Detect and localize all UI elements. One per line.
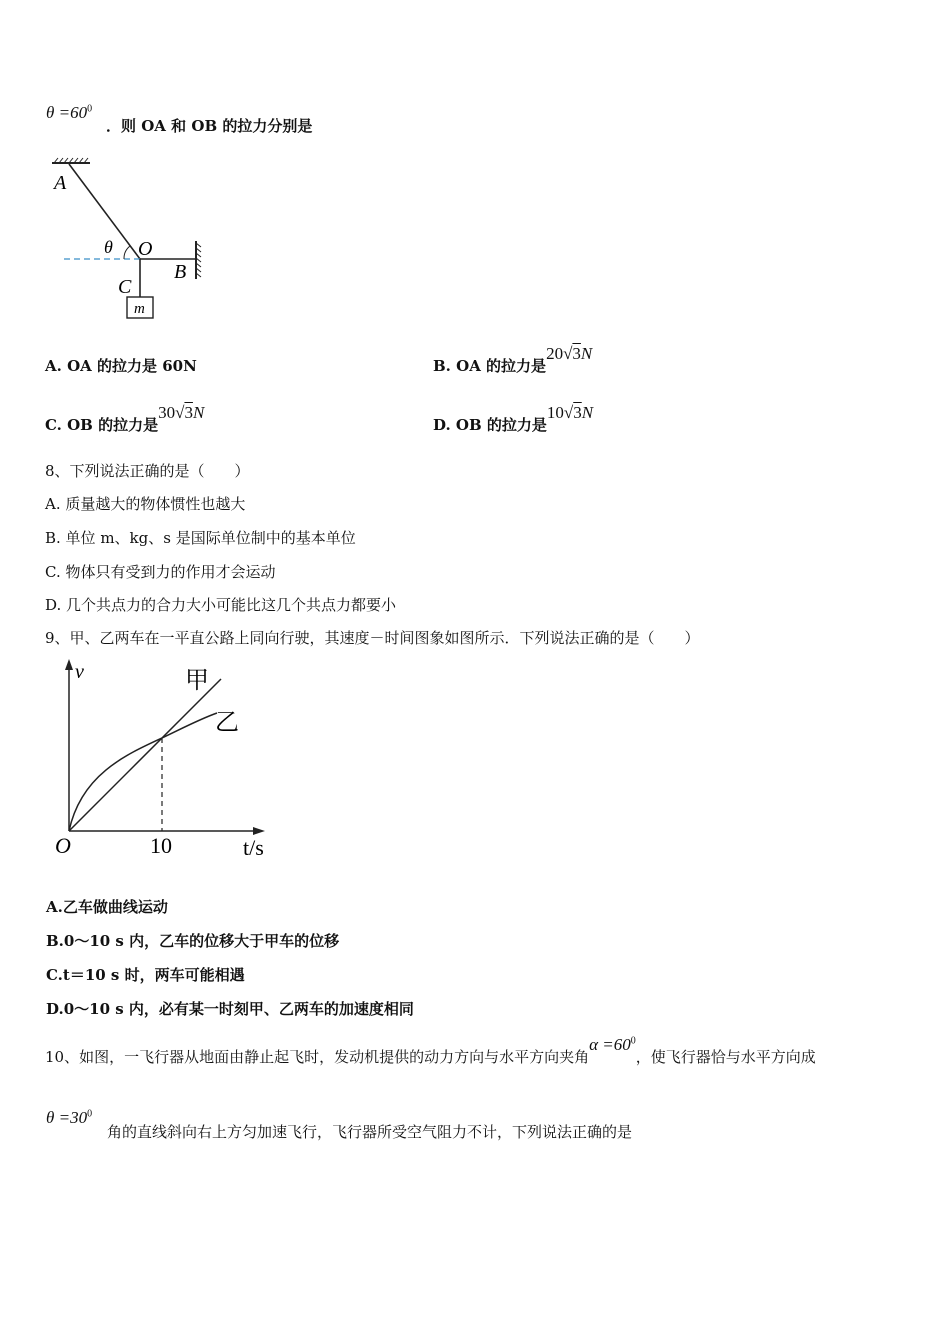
q7-option-d: D. OB 的拉力是10√3N: [433, 403, 594, 434]
q8-stem: 8、下列说法正确的是（ ）: [45, 462, 250, 480]
q9-stem: 9、甲、乙两车在一平直公路上同向行驶，其速度－时间图象如图所示．下列说法正确的是（ ）: [45, 629, 700, 647]
q7-force-diagram: [40, 155, 220, 325]
label-c: C: [118, 276, 132, 298]
axis-t-label: t/s: [243, 835, 264, 860]
q10-stem-line2: 角的直线斜向右上方匀加速飞行，飞行器所受空气阻力不计，下列说法正确的是: [107, 1123, 633, 1141]
q8-option-a: A. 质量越大的物体惯性也越大: [45, 495, 246, 513]
q8-option-c: C. 物体只有受到力的作用才会运动: [45, 563, 276, 581]
label-theta: θ: [104, 237, 113, 257]
q7-option-c: C. OB 的拉力是30√3N: [45, 403, 205, 434]
origin-label: O: [55, 833, 71, 858]
q9-option-c: C.t＝10 s 时，两车可能相遇: [46, 966, 245, 984]
axis-v-label: v: [75, 661, 84, 683]
q10-theta-formula: $\theta =30^0$: [46, 1108, 93, 1127]
q9-option-b: B.0～10 s 内，乙车的位移大于甲车的位移: [46, 932, 340, 950]
q7-option-a: A. OA 的拉力是 60N: [45, 357, 197, 375]
label-b: B: [174, 261, 187, 283]
label-o: O: [138, 238, 153, 260]
yi-label: 乙: [215, 710, 239, 736]
q9-option-a: A.乙车做曲线运动: [46, 898, 168, 916]
q9-vt-graph: [45, 655, 285, 865]
q10-stem-line1: 10、如图，一飞行器从地面由静止起飞时，发动机提供的动力方向与水平方向夹角$\alpha =60^0$，使飞行器恰与水平方向成: [45, 1035, 816, 1066]
q7-stem: ．则 OA 和 OB 的拉力分别是: [106, 117, 313, 135]
q8-option-d: D. 几个共点力的合力大小可能比这几个共点力都要小: [45, 596, 397, 614]
label-m: m: [134, 301, 145, 317]
q7-option-b: B. OA 的拉力是20√3N: [433, 344, 593, 375]
jia-label: 甲: [185, 668, 209, 694]
label-a: A: [54, 172, 67, 194]
q9-option-d: D.0～10 s 内，必有某一时刻甲、乙两车的加速度相同: [46, 1000, 414, 1018]
tick-10-label: 10: [150, 833, 172, 858]
q7-theta-formula: $\theta =60^0$: [46, 103, 93, 122]
q8-option-b: B. 单位 m、kg、s 是国际单位制中的基本单位: [45, 529, 356, 547]
